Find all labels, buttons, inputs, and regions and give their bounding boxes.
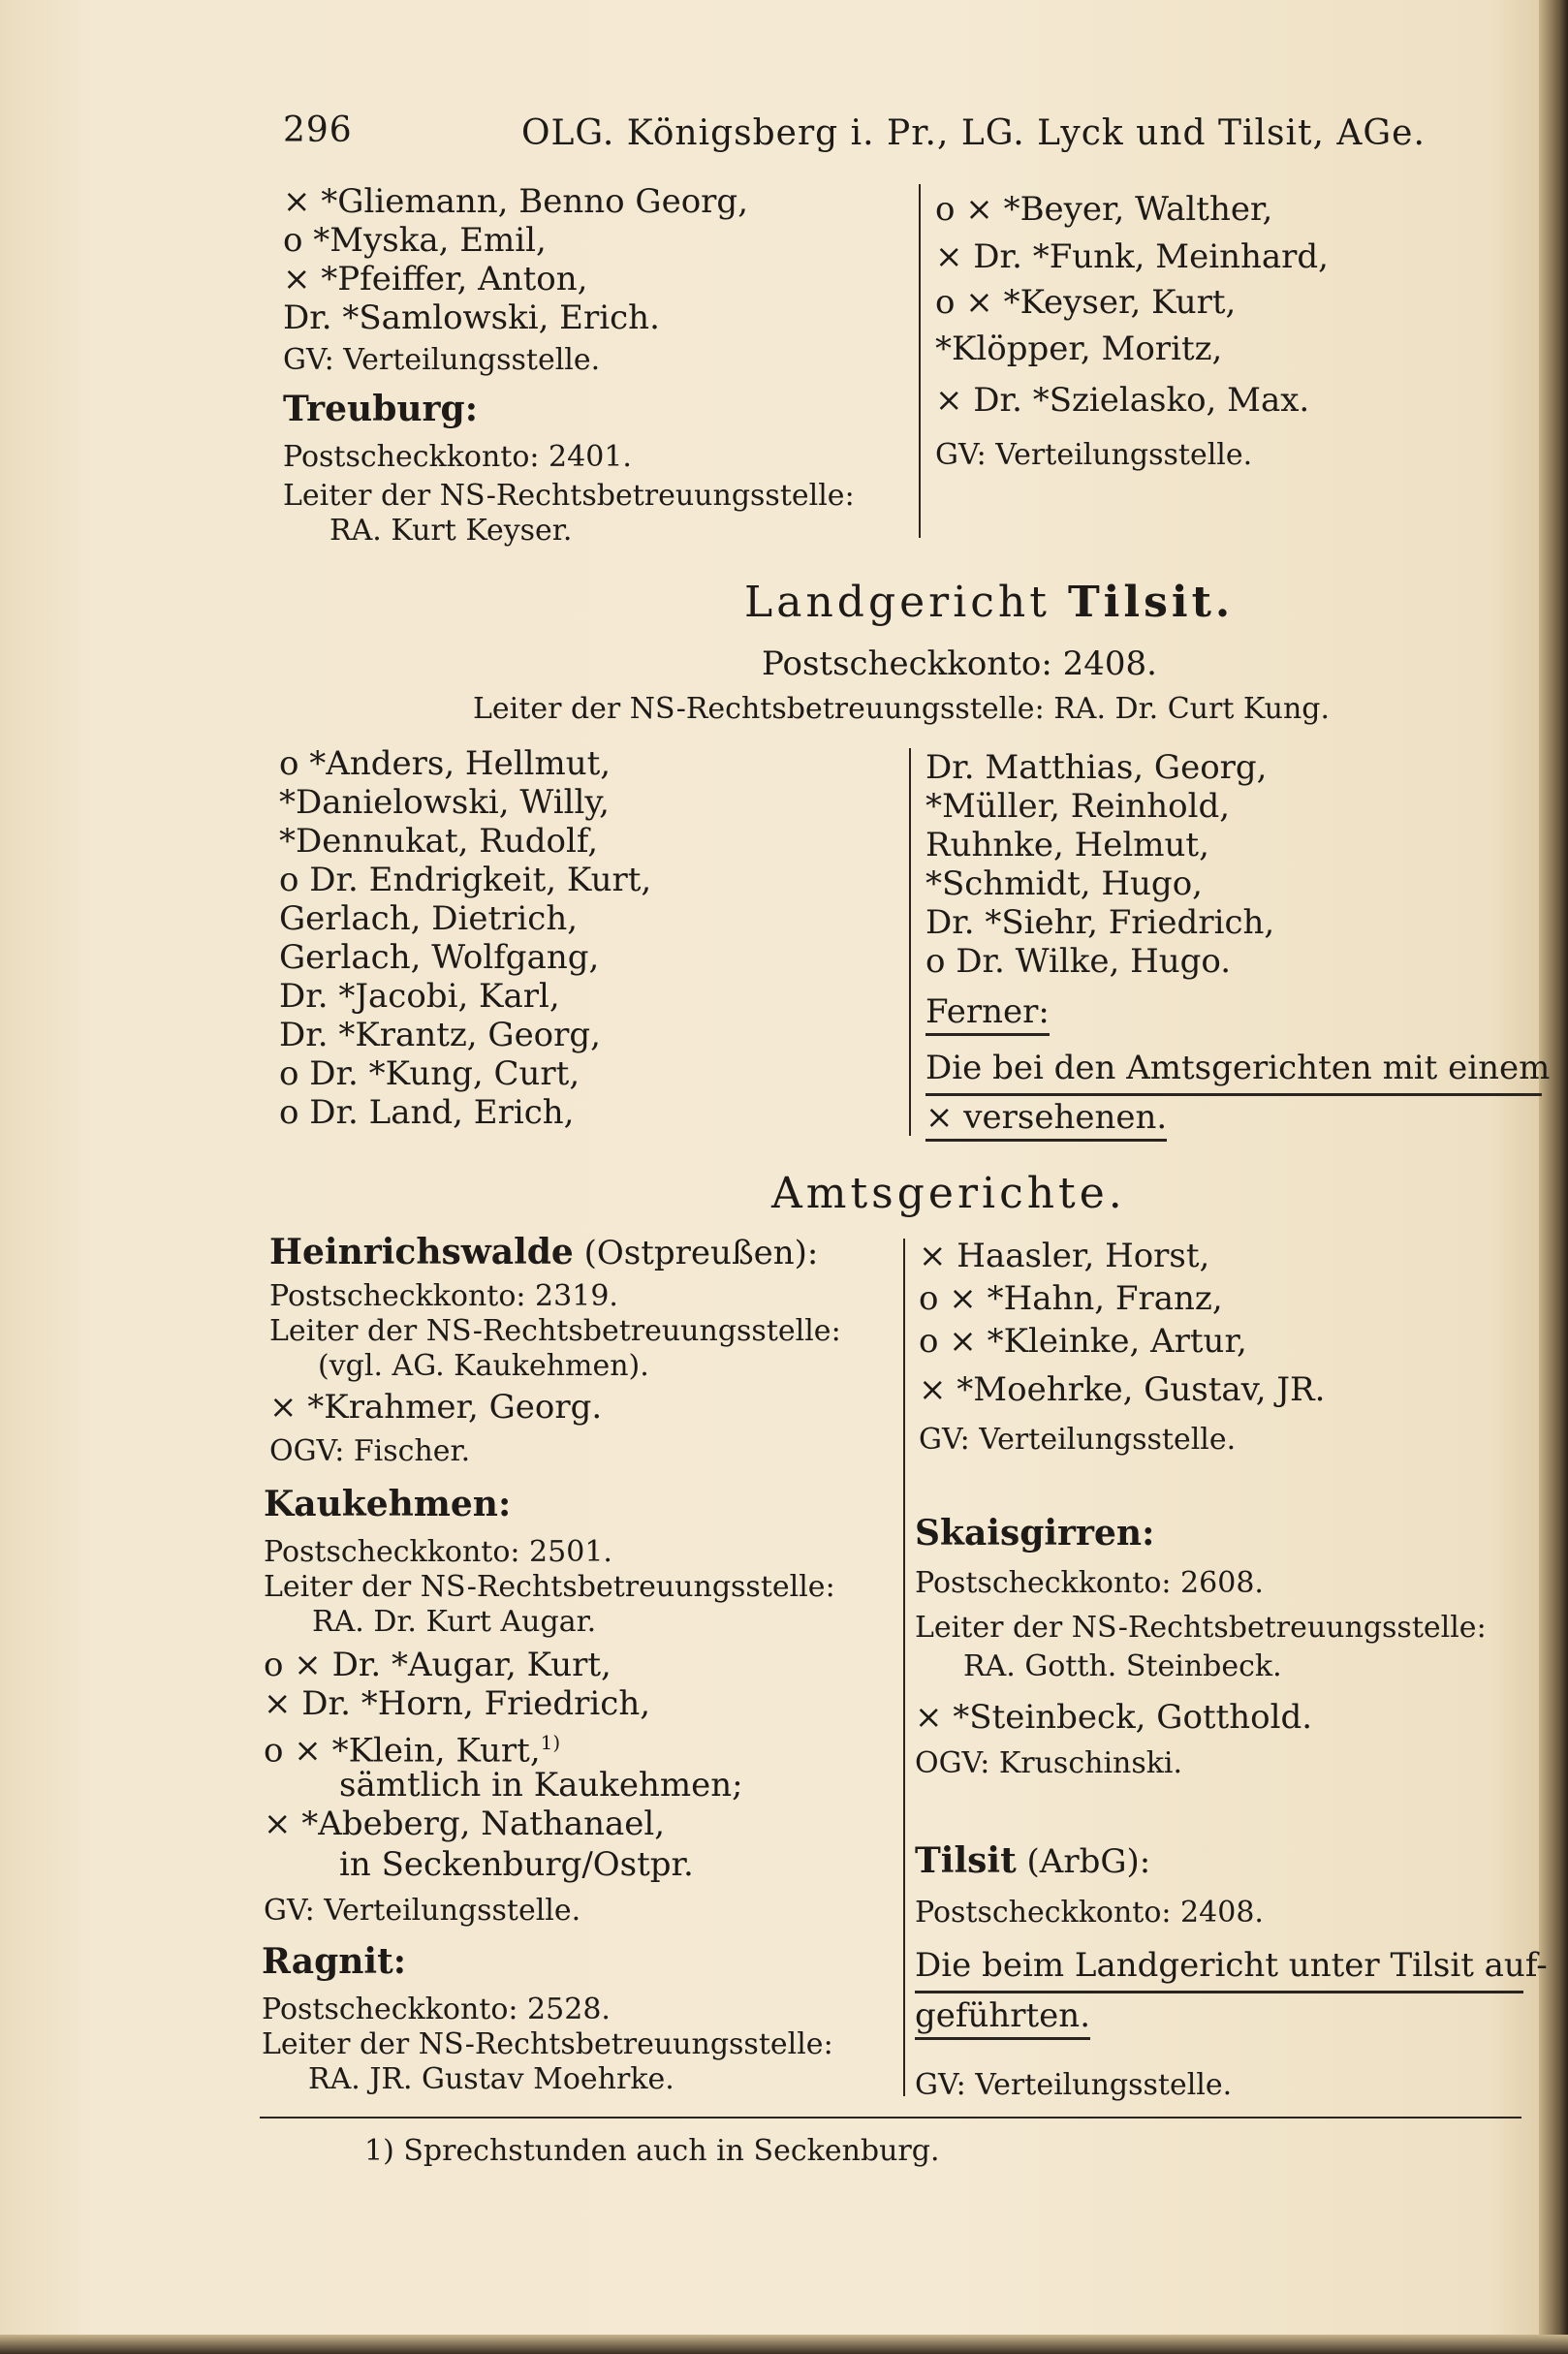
postscheck: Postscheckkonto: 2408.: [915, 1896, 1264, 1930]
ferner-rule: [925, 1093, 1542, 1096]
heinrichswalde-heading: [269, 1233, 818, 1272]
gv-line: GV: Verteilungsstelle.: [919, 1423, 1237, 1457]
landgericht-title-place: Tilsit.: [1067, 578, 1235, 627]
entry: o × *Beyer, Walther,: [935, 190, 1273, 229]
entry: × *Krahmer, Georg.: [269, 1388, 603, 1427]
leiter-name: RA. Kurt Keyser.: [329, 514, 573, 548]
heinrichswalde-title: Heinrichswalde: [269, 1232, 574, 1272]
entry: Dr. *Siehr, Friedrich,: [925, 903, 1275, 942]
tilsit-title: Tilsit: [915, 1840, 1017, 1881]
landgericht-title: [744, 578, 1235, 627]
entry: o × *Hahn, Franz,: [919, 1279, 1223, 1318]
running-head: OLG. Königsberg i. Pr., LG. Lyck und Tilsit, AGe.: [521, 113, 1426, 153]
entry: Gerlach, Dietrich,: [279, 899, 579, 938]
leiter-name: RA. Gotth. Steinbeck.: [963, 1649, 1282, 1683]
leiter-name: RA. Dr. Kurt Augar.: [312, 1605, 597, 1639]
postscheck: Postscheckkonto: 2501.: [264, 1535, 612, 1569]
leiter-label: Leiter der NS-Rechtsbetreuungsstelle:: [262, 2027, 833, 2061]
entry: × Dr. *Funk, Meinhard,: [935, 237, 1329, 276]
ferner-line-2-text: × versehenen.: [925, 1098, 1167, 1142]
postscheck: Postscheckkonto: 2528.: [262, 1993, 611, 2026]
leiter-label: Leiter der NS-Rechtsbetreuungsstelle:: [283, 479, 855, 513]
tilsit-note-line-2-text: geführten.: [915, 1996, 1090, 2040]
entry: o *Anders, Hellmut,: [279, 744, 612, 783]
tilsit-note-line-1: Die beim Landgericht unter Tilsit auf-: [915, 1946, 1548, 1985]
footnote-rule: [260, 2117, 1521, 2119]
entry: Dr. Matthias, Georg,: [925, 748, 1268, 787]
section-title-treuburg: Treuburg:: [283, 389, 478, 429]
landgericht-title-prefix: Landgericht: [744, 578, 1051, 627]
postscheck: Postscheckkonto: 2319.: [269, 1279, 618, 1313]
heinrichswalde-suffix: (Ostpreußen):: [583, 1234, 819, 1272]
entry: Dr. *Krantz, Georg,: [279, 1016, 601, 1054]
tilsit-note-rule: [915, 1991, 1523, 1993]
gv-line: GV: Verteilungsstelle.: [935, 438, 1253, 472]
leiter-label: Leiter der NS-Rechtsbetreuungsstelle:: [915, 1611, 1487, 1645]
ferner-text: Ferner:: [925, 992, 1050, 1036]
ogv-line: OGV: Kruschinski.: [915, 1746, 1183, 1780]
entry: × Dr. *Horn, Friedrich,: [264, 1684, 651, 1723]
column-divider: [919, 184, 921, 538]
footnote: 1) Sprechstunden auch in Seckenburg.: [364, 2134, 940, 2168]
entry: o × Dr. *Augar, Kurt,: [264, 1646, 612, 1684]
entry: *Dennukat, Rudolf,: [279, 822, 599, 861]
ferner-line-2: [925, 1098, 1167, 1137]
entry: × *Pfeiffer, Anton,: [283, 260, 588, 298]
entry: × Haasler, Horst,: [919, 1237, 1210, 1275]
ogv-line: OGV: Fischer.: [269, 1434, 471, 1468]
leiter-label: Leiter der NS-Rechtsbetreuungsstelle:: [264, 1570, 835, 1604]
location-note: sämtlich in Kaukehmen;: [339, 1766, 743, 1805]
tilsit-suffix: (ArbG):: [1026, 1842, 1151, 1881]
entry: Dr. *Jacobi, Karl,: [279, 977, 560, 1016]
entry: o × *Kleinke, Artur,: [919, 1322, 1247, 1361]
location-note: in Seckenburg/Ostpr.: [339, 1845, 694, 1884]
entry: o Dr. Land, Erich,: [279, 1093, 575, 1132]
entry: *Klöpper, Moritz,: [935, 330, 1223, 368]
entry: × *Abeberg, Nathanael,: [264, 1805, 666, 1843]
entry: Ruhnke, Helmut,: [925, 826, 1209, 864]
gv-line: GV: Verteilungsstelle.: [283, 343, 601, 377]
leiter-name: RA. JR. Gustav Moehrke.: [308, 2062, 674, 2096]
leiter-ref: (vgl. AG. Kaukehmen).: [318, 1349, 649, 1383]
entry: o × *Keyser, Kurt,: [935, 283, 1237, 322]
entry: × Dr. *Szielasko, Max.: [935, 381, 1310, 420]
entry-with-footnote: [264, 1723, 560, 1770]
entry: o Dr. *Kung, Curt,: [279, 1054, 580, 1093]
entry: *Müller, Reinhold,: [925, 787, 1231, 826]
footnote-mark: 1): [540, 1731, 561, 1754]
ferner-line-1: Die bei den Amtsgerichten mit einem: [925, 1049, 1551, 1087]
page-edge-right: [1539, 0, 1568, 2354]
entry: o Dr. Endrigkeit, Kurt,: [279, 861, 652, 899]
entry: × *Steinbeck, Gotthold.: [915, 1698, 1313, 1737]
tilsit-heading: [915, 1841, 1150, 1881]
section-title-ragnit: Ragnit:: [262, 1941, 407, 1982]
gv-line: GV: Verteilungsstelle.: [915, 2068, 1233, 2102]
entry: Dr. *Samlowski, Erich.: [283, 298, 660, 337]
section-title-kaukehmen: Kaukehmen:: [264, 1484, 512, 1524]
entry: o × *Klein, Kurt,: [264, 1731, 541, 1771]
leiter-line: Leiter der NS-Rechtsbetreuungsstelle: RA. Dr. Curt Kung.: [473, 692, 1331, 726]
page-edge-bottom: [0, 2335, 1568, 2354]
amtsgerichte-title: Amtsgerichte.: [771, 1169, 1126, 1218]
tilsit-note-line-2: [915, 1996, 1090, 2035]
column-divider: [903, 1239, 905, 2096]
gv-line: GV: Verteilungsstelle.: [264, 1894, 581, 1928]
leiter-label: Leiter der NS-Rechtsbetreuungsstelle:: [269, 1314, 841, 1348]
entry: × *Gliemann, Benno Georg,: [283, 182, 749, 221]
ferner-label: [925, 992, 1050, 1031]
entry: *Danielowski, Willy,: [279, 783, 610, 822]
column-divider: [909, 748, 911, 1136]
postscheck: Postscheckkonto: 2401.: [283, 440, 632, 474]
entry: o Dr. Wilke, Hugo.: [925, 942, 1232, 981]
entry: × *Moehrke, Gustav, JR.: [919, 1370, 1326, 1409]
section-title-skaisgirren: Skaisgirren:: [915, 1513, 1155, 1554]
postscheck: Postscheckkonto: 2608.: [915, 1566, 1264, 1600]
page-number: 296: [283, 110, 353, 150]
entry: *Schmidt, Hugo,: [925, 864, 1203, 903]
entry: Gerlach, Wolfgang,: [279, 938, 600, 977]
postscheck: Postscheckkonto: 2408.: [762, 644, 1157, 683]
entry: o *Myska, Emil,: [283, 221, 547, 260]
